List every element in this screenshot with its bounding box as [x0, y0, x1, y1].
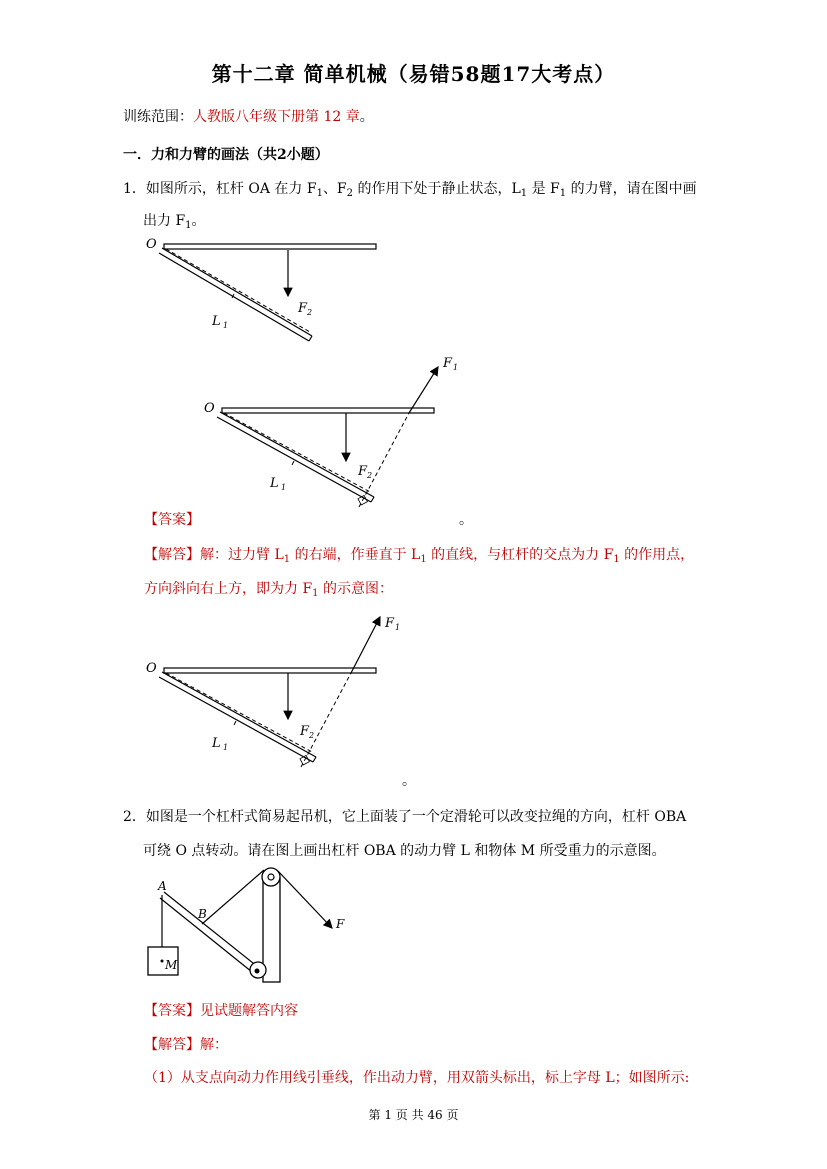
svg-text:2: 2	[307, 308, 313, 317]
svg-text:2: 2	[367, 471, 373, 480]
answer-2: 【答案】见试题解答内容	[144, 1003, 298, 1019]
svg-text:1: 1	[453, 363, 459, 372]
lever-bar	[164, 244, 376, 249]
analysis-1-dot: 。	[402, 773, 416, 789]
svg-text:1: 1	[223, 321, 229, 330]
page-title: 第十二章 简单机械（易错58题17大考点）	[211, 62, 616, 86]
svg-text:A: A	[158, 879, 167, 893]
svg-text:L: L	[212, 736, 221, 751]
training-scope	[123, 106, 374, 126]
crane-figure	[140, 862, 370, 987]
svg-text:2: 2	[309, 731, 315, 740]
svg-text:F: F	[385, 616, 395, 631]
svg-text:O: O	[204, 401, 215, 416]
answer-1-dot: 。	[459, 512, 473, 528]
arm-line-inner	[159, 253, 309, 341]
svg-text:F: F	[336, 917, 345, 931]
svg-text:1: 1	[223, 743, 229, 752]
svg-text:F: F	[443, 356, 453, 371]
section-heading: 一．力和力臂的画法（共2小题）	[123, 147, 329, 163]
step-1: （1）从支点向动力作用线引垂线，作出动力臂，用双箭头标出，标上字母 L；如图所示:	[144, 1070, 690, 1086]
lever-figure-answer-2	[140, 607, 410, 772]
svg-text:1: 1	[395, 623, 401, 632]
answer-1-label: 【答案】	[144, 512, 200, 528]
svg-text:1: 1	[281, 483, 287, 492]
label-o: O	[146, 237, 157, 252]
question-2-line-1: 2．如图是一个杠杆式简易起吊机，它上面装了一个定滑轮可以改变拉绳的方向，杠杆 OBA	[123, 809, 687, 825]
svg-text:F: F	[300, 724, 310, 739]
rope-b	[202, 870, 264, 924]
svg-text:F: F	[358, 464, 368, 479]
scope-value: 人教版八年级下册第 12 章	[193, 109, 360, 125]
force-f1-arrow	[409, 367, 438, 413]
svg-text:O: O	[146, 661, 157, 676]
scope-label: 训练范围：	[123, 109, 193, 125]
label-l1: L	[212, 314, 221, 329]
arm-line-outer	[162, 248, 312, 336]
force-f1-dashed	[359, 413, 409, 507]
svg-text:M: M	[165, 958, 178, 972]
analysis-2: 【解答】解：	[144, 1037, 228, 1053]
scope-end: 。	[359, 109, 374, 125]
analysis-1-line-1: 【解答】解：过力臂 $L_1$ 的右端，作垂直于 $L_1$ 的直线，与杠杆的交点为力 $F_1$ 的作用点，	[144, 547, 695, 565]
page-footer: 第 1 页 共 46 页	[368, 1108, 459, 1122]
pull-force-arrow	[278, 871, 332, 928]
lever-figure-question	[140, 232, 390, 347]
svg-text:L: L	[270, 476, 279, 491]
question-1-line-2: 出力 $F_1$。	[143, 213, 206, 231]
analysis-1-line-2: 方向斜向右上方，即为力 $F_1$ 的示意图：	[144, 581, 393, 599]
question-2-line-2: 可绕 O 点转动。请在图上画出杠杆 OBA 的动力臂 L 和物体 M 所受重力的示意图。	[143, 843, 666, 859]
question-1-line-1: 1．如图所示，杠杆 OA 在力 $F_1$、$F_2$ 的作用下处于静止状态，$L_1$ 是 $F_1$ 的力臂，请在图中画	[123, 181, 697, 199]
svg-text:B: B	[198, 907, 207, 921]
label-f2: F	[298, 301, 308, 316]
lever-figure-answer-1	[196, 345, 466, 510]
